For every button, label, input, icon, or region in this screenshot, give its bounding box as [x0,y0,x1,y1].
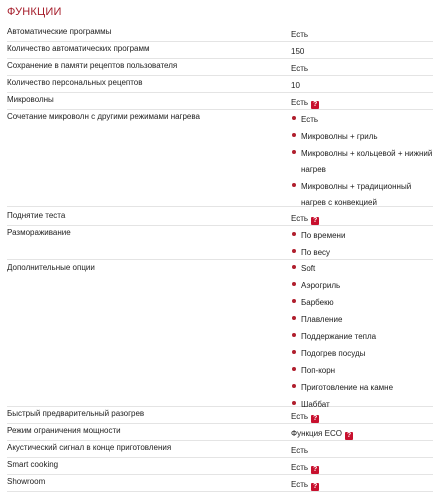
spec-value: Есть [301,115,319,124]
spec-label: Дополнительные опции [7,263,95,272]
spec-row [7,261,433,407]
bullet-icon [292,249,296,253]
spec-label: Showroom [7,477,46,486]
spec-row [7,110,433,207]
help-icon[interactable]: ? [312,415,318,422]
spec-label: Сочетание микроволн с другими режимами нагрева [7,112,200,121]
spec-label: Микроволны [7,95,54,104]
bullet-icon [292,333,296,337]
help-icon[interactable]: ? [312,466,318,473]
help-icon[interactable]: ? [312,483,318,490]
spec-row [7,226,433,260]
spec-label: Поднятие теста [7,211,66,220]
spec-label: Автоматические программы [7,27,112,36]
help-icon[interactable]: ? [312,217,318,224]
spec-row [7,209,433,226]
spec-label: Smart cooking [7,460,59,469]
spec-value: По времени [301,231,346,240]
spec-row [7,76,433,93]
spec-row [7,93,433,110]
help-icon[interactable]: ? [346,432,352,439]
spec-label: Количество автоматических программ [7,44,150,53]
bullet-icon [292,316,296,320]
spec-value: Шаббат [301,400,330,409]
spec-label: Размораживание [7,228,71,237]
section-title: ФУНКЦИИ [7,6,62,18]
bullet-icon [292,282,296,286]
spec-value: Есть [291,64,309,73]
spec-value: Есть [291,98,309,107]
bullet-icon [292,367,296,371]
spec-row [7,441,433,458]
spec-value: Есть [291,446,309,455]
bullet-icon [292,183,296,187]
bullet-icon [292,384,296,388]
bullet-icon [292,299,296,303]
spec-label: Сохранение в памяти рецептов пользователя [7,61,178,70]
spec-value: Барбекю [301,298,334,307]
spec-row [7,25,433,42]
spec-value: Функция ECO [291,429,342,438]
spec-value: Микроволны + кольцевой + нижний нагрев [301,149,433,174]
spec-value: Есть [291,214,309,223]
bullet-icon [292,232,296,236]
bullet-icon [292,265,296,269]
spec-value: Есть [291,480,309,489]
spec-row [7,42,433,59]
spec-row [7,59,433,76]
spec-row [7,407,433,424]
bullet-icon [292,133,296,137]
bullet-icon [292,150,296,154]
spec-value: Soft [301,264,316,273]
spec-label: Количество персональных рецептов [7,78,143,87]
spec-value: Приготовление на камне [301,383,394,392]
bullet-icon [292,401,296,405]
spec-value: Подогрев посуды [301,349,366,358]
bullet-icon [292,116,296,120]
spec-value: Микроволны + традиционный нагрев с конвекцией [301,182,412,207]
spec-value: Есть [291,412,309,421]
spec-value: По весу [301,248,331,257]
spec-value: 10 [291,81,300,90]
spec-value: Микроволны + гриль [301,132,378,141]
spec-value: Поддержание тепла [301,332,377,341]
spec-label: Режим ограничения мощности [7,426,121,435]
spec-value: 150 [291,47,305,56]
spec-label: Быстрый предварительный разогрев [7,409,145,418]
spec-row [7,475,433,492]
spec-row [7,424,433,441]
bullet-icon [292,350,296,354]
spec-label: Акустический сигнал в конце приготовления [7,443,172,452]
spec-value: Плавление [301,315,343,324]
spec-value: Поп-корн [301,366,336,375]
spec-value: Есть [291,30,309,39]
spec-value: Аэрогриль [301,281,341,290]
spec-value: Есть [291,463,309,472]
help-icon[interactable]: ? [312,101,318,108]
spec-row [7,458,433,475]
